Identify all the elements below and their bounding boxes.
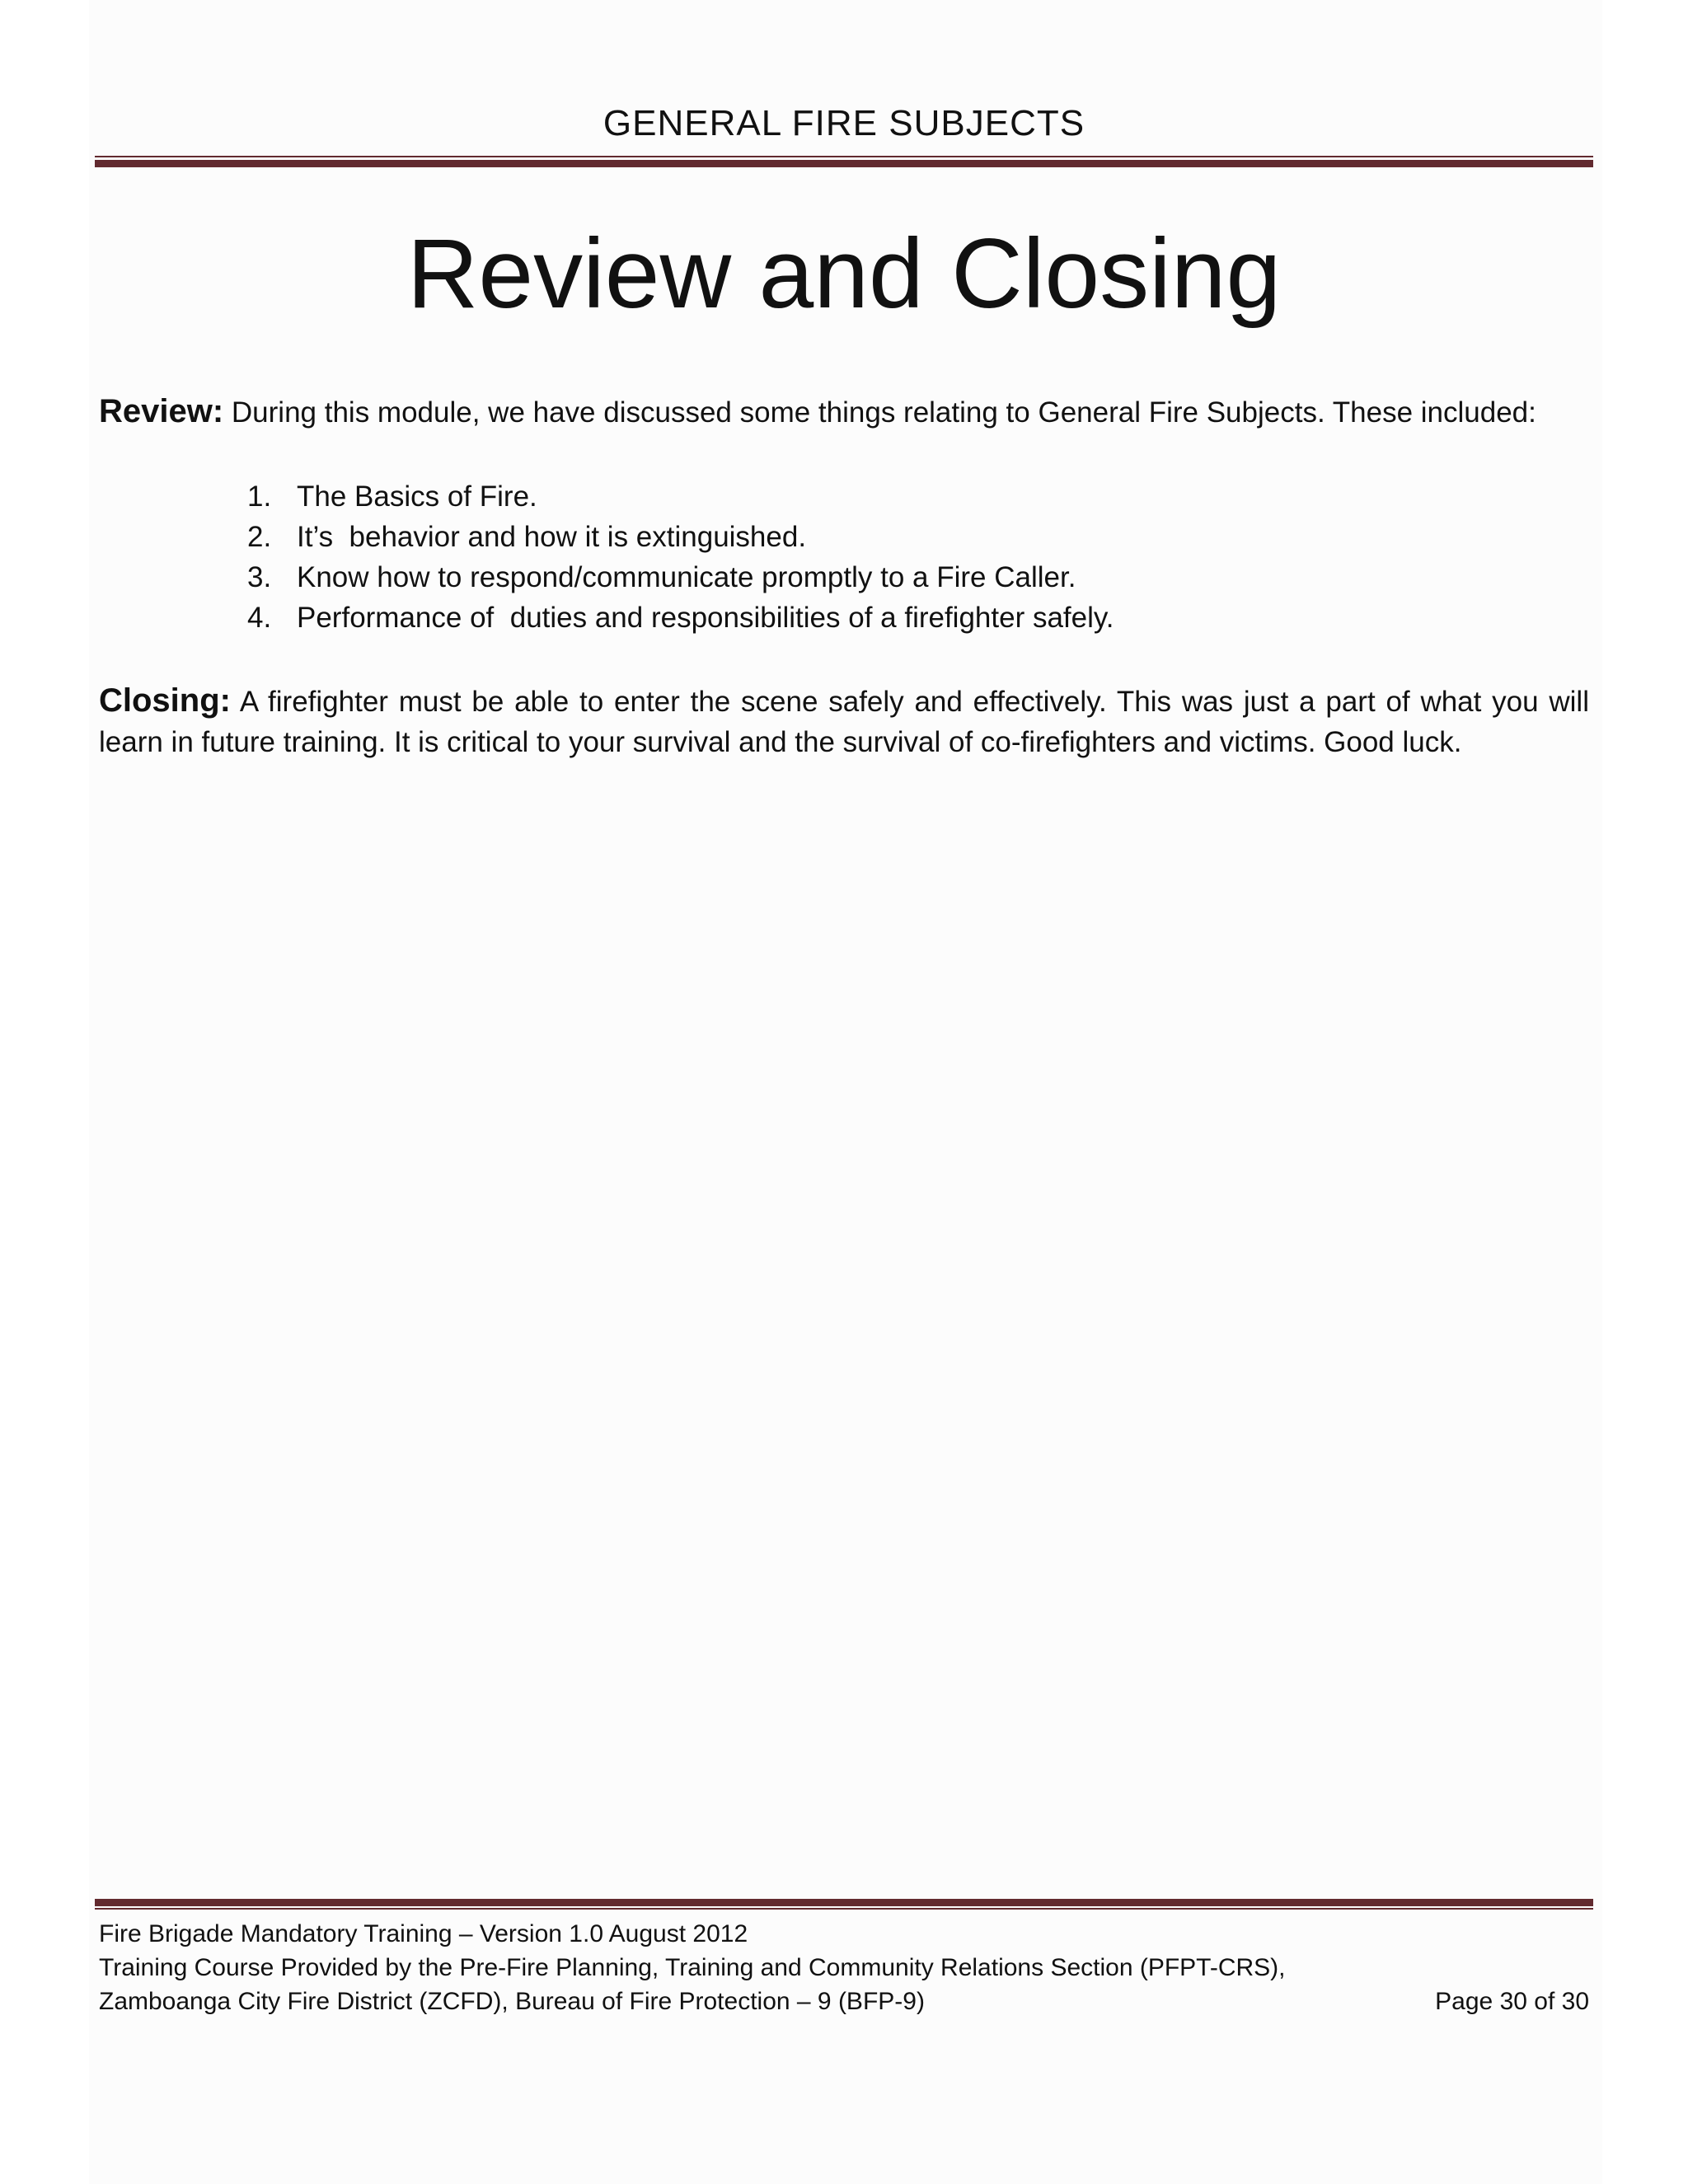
footer-district: Zamboanga City Fire District (ZCFD), Bureau of Fire Protection – 9 (BFP-9) bbox=[99, 1988, 925, 2015]
closing-text: A firefighter must be able to enter the scene safely and effectively. This was just a part of what you will learn in future training. It is critical to your survival and the survival of co-firefighters and victims. Good luck. bbox=[99, 686, 1589, 758]
closing-paragraph bbox=[99, 681, 1589, 762]
review-list bbox=[247, 476, 1114, 638]
list-number: 3. bbox=[247, 561, 272, 593]
list-item-text: Performance of duties and responsibilities of a firefighter safely. bbox=[297, 602, 1114, 634]
list-number: 1. bbox=[247, 480, 272, 513]
header-rule-thick bbox=[95, 160, 1593, 167]
footer-rule-thick bbox=[95, 1899, 1593, 1906]
review-paragraph bbox=[99, 391, 1589, 433]
running-header: GENERAL FIRE SUBJECTS bbox=[603, 103, 1085, 143]
page-title: Review and Closing bbox=[406, 218, 1282, 329]
list-item bbox=[247, 517, 1114, 557]
header-rule-thin bbox=[95, 156, 1593, 157]
list-item bbox=[247, 476, 1114, 517]
list-item bbox=[247, 557, 1114, 598]
list-number: 4. bbox=[247, 602, 272, 634]
list-item-text: Know how to respond/communicate promptly to a Fire Caller. bbox=[297, 561, 1076, 593]
footer-rule-thin bbox=[95, 1908, 1593, 1910]
page-number: Page 30 of 30 bbox=[1435, 1988, 1589, 2015]
list-item-text: It’s behavior and how it is extinguished. bbox=[297, 521, 807, 553]
review-label: Review: bbox=[99, 393, 224, 429]
list-item bbox=[247, 598, 1114, 638]
list-number: 2. bbox=[247, 521, 272, 553]
review-text: During this module, we have discussed some things relating to General Fire Subjects. These included: bbox=[231, 396, 1536, 429]
closing-label: Closing: bbox=[99, 682, 231, 719]
footer-version: Fire Brigade Mandatory Training – Version 1.0 August 2012 bbox=[99, 1920, 748, 1947]
list-item-text: The Basics of Fire. bbox=[297, 480, 537, 513]
footer-provider: Training Course Provided by the Pre-Fire Planning, Training and Community Relations Section (PFPT-CRS), bbox=[99, 1954, 1286, 1981]
